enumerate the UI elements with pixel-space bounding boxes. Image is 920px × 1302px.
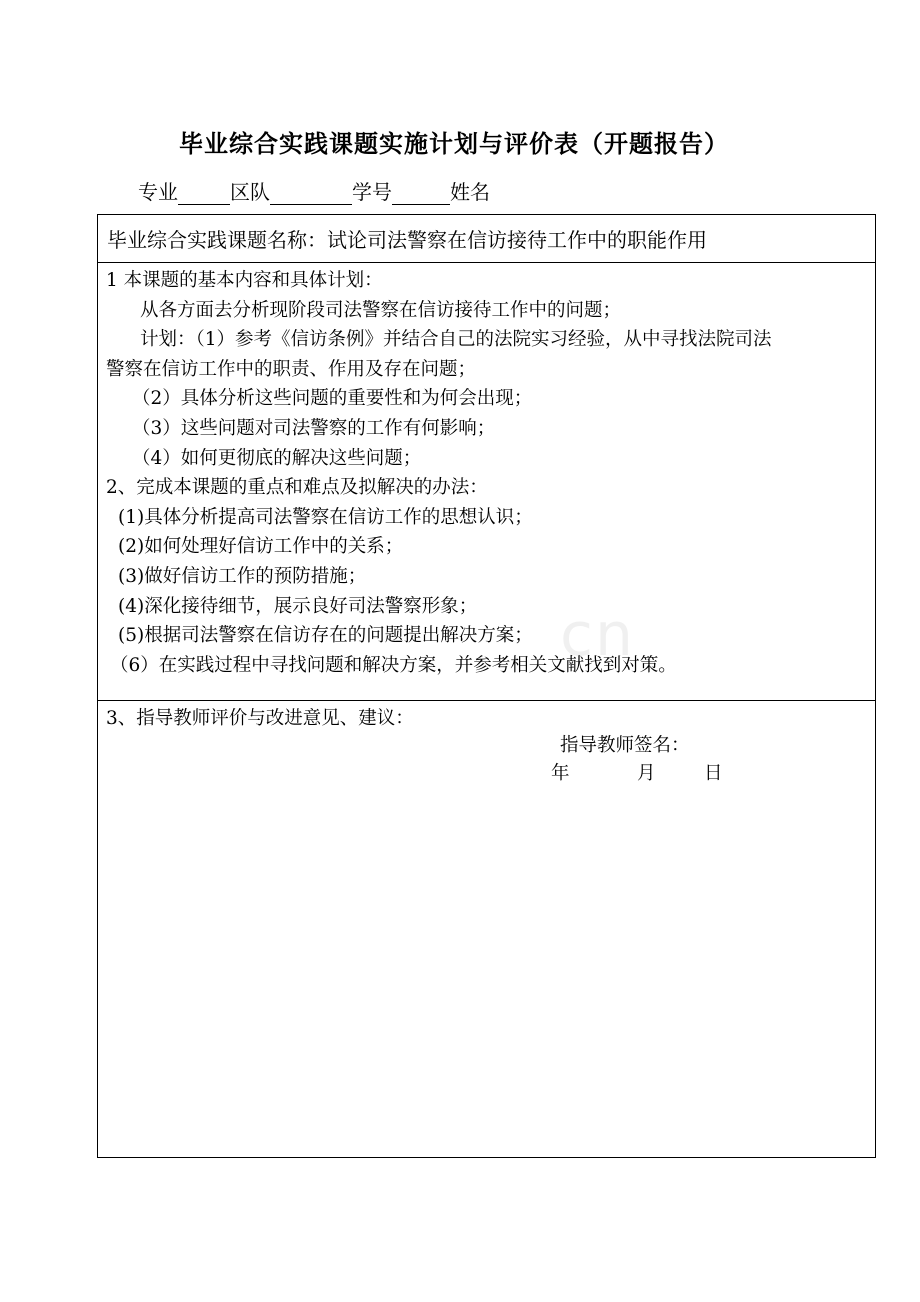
- team-label: 区队: [230, 180, 270, 204]
- month-label: 月: [637, 763, 656, 784]
- day-label: 日: [704, 763, 723, 784]
- student-id-blank: [392, 180, 450, 205]
- section-1-line: （4）如何更彻底的解决这些问题；: [132, 447, 422, 469]
- team-blank: [270, 180, 352, 205]
- major-blank: [178, 180, 230, 205]
- major-label: 专业: [138, 180, 178, 204]
- table-divider-2: [97, 700, 876, 701]
- section-2-item: (1)具体分析提高司法警察在信访工作的思想认识；: [118, 506, 533, 528]
- section-2-item: (4)深化接待细节，展示良好司法警察形象；: [118, 595, 478, 617]
- document-title: 毕业综合实践课题实施计划与评价表（开题报告）: [179, 130, 729, 158]
- name-label: 姓名: [450, 180, 490, 204]
- section-1-line: 警察在信访工作中的职责、作用及存在问题；: [106, 358, 477, 380]
- section-1-content: [106, 266, 874, 680]
- advisor-signature-label: 指导教师签名：: [560, 735, 690, 756]
- section-2-item: （6）在实践过程中寻找问题和解决方案，并参考相关文献找到对策。: [110, 654, 677, 676]
- table-divider-1: [97, 262, 876, 263]
- section-1-heading: 1 本课题的基本内容和具体计划：: [106, 270, 383, 291]
- topic-name-row: 毕业综合实践课题名称：试论司法警察在信访接待工作中的职能作用: [107, 228, 707, 252]
- watermark: cn: [560, 600, 636, 670]
- student-id-label: 学号: [352, 180, 392, 204]
- section-1-line: （3）这些问题对司法警察的工作有何影响；: [132, 417, 496, 439]
- section-2-item: (5)根据司法警察在信访存在的问题提出解决方案；: [118, 625, 533, 647]
- student-info-line: [138, 174, 490, 210]
- section-1-line: 从各方面去分析现阶段司法警察在信访接待工作中的问题；: [140, 299, 622, 321]
- section-2-heading: 2、完成本课题的重点和难点及拟解决的办法：: [106, 477, 488, 499]
- section-2-item: (3)做好信访工作的预防措施；: [118, 565, 367, 587]
- section-1-line: （2）具体分析这些问题的重要性和为何会出现；: [132, 388, 533, 410]
- section-3-heading: 3、指导教师评价与改进意见、建议：: [106, 708, 414, 729]
- section-2-item: (2)如何处理好信访工作中的关系；: [118, 536, 404, 558]
- section-1-line: 计划：（1）参考《信访条例》并结合自己的法院实习经验，从中寻找法院司法: [140, 329, 772, 351]
- year-label: 年: [551, 763, 570, 784]
